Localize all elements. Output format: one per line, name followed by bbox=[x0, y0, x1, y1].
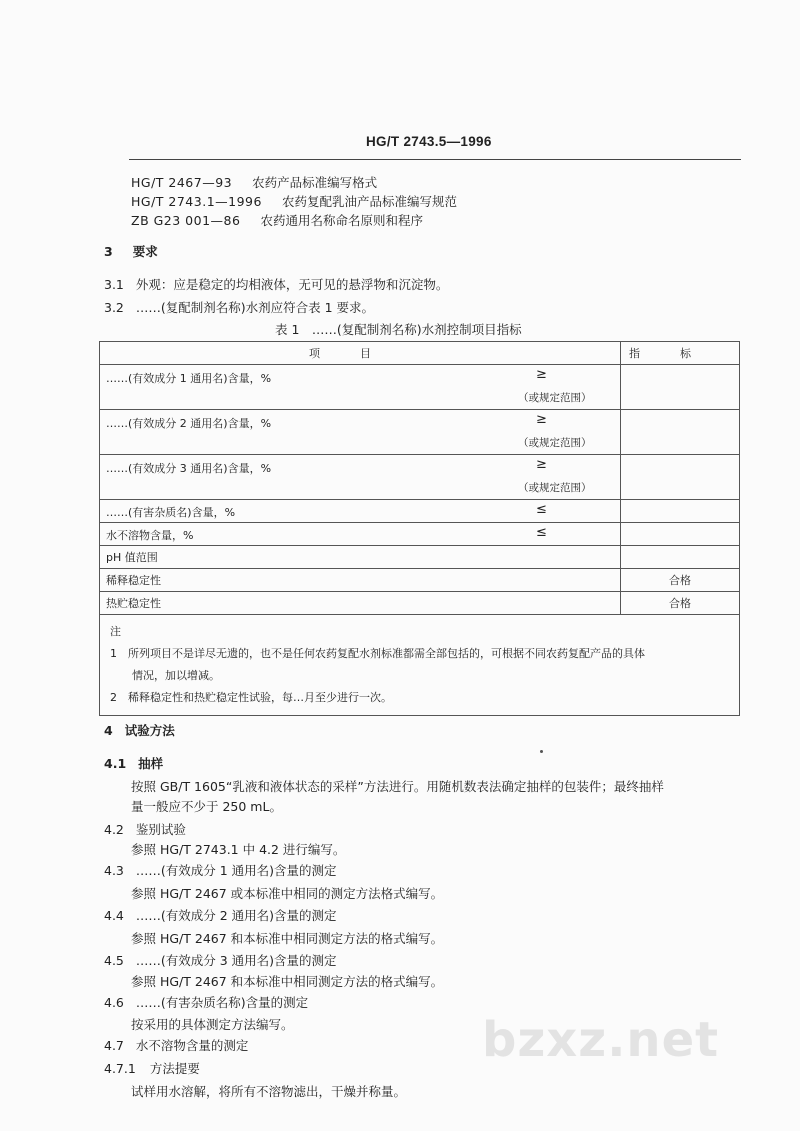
section-4-heading bbox=[104, 721, 175, 739]
clause-4-4-heading bbox=[104, 906, 337, 924]
table-notes-row bbox=[100, 615, 740, 716]
comparison-symbol: ≤ bbox=[536, 525, 547, 540]
reference-2 bbox=[131, 192, 457, 210]
reference-title: 农药通用名称命名原则和程序 bbox=[260, 213, 423, 228]
row-value bbox=[621, 523, 740, 546]
row-item: 热贮稳定性 bbox=[100, 592, 621, 615]
clause-3-2 bbox=[104, 298, 374, 316]
row-item: 稀释稳定性 bbox=[100, 569, 621, 592]
row-item: pH 值范围 bbox=[100, 546, 621, 569]
reference-3 bbox=[131, 211, 423, 229]
comparison-symbol: ≤ bbox=[536, 502, 547, 517]
clause-number: 4.3 bbox=[104, 863, 124, 878]
reference-1 bbox=[131, 173, 377, 191]
clause-4-7-1-heading bbox=[104, 1059, 200, 1077]
clause-4-5-body: 参照 HG/T 2467 和本标准中相同测定方法的格式编写。 bbox=[131, 974, 444, 989]
range-note: （或规定范围） bbox=[518, 392, 592, 404]
clause-number: 4.1 bbox=[104, 756, 127, 771]
note-line: 2 稀释稳定性和热贮稳定性试验，每…月至少进行一次。 bbox=[110, 691, 392, 704]
table-row bbox=[100, 592, 740, 615]
row-item: 水不溶物含量，% bbox=[106, 529, 194, 542]
row-value bbox=[621, 546, 740, 569]
table-row bbox=[100, 500, 740, 523]
range-note: （或规定范围） bbox=[518, 437, 592, 449]
clause-4-7-heading bbox=[104, 1036, 248, 1054]
clause-4-1-body: 按照 GB/T 1605“乳液和液体状态的采样”方法进行。用随机数表法确定抽样的包装件；最终抽样 bbox=[131, 779, 664, 794]
table-row bbox=[100, 569, 740, 592]
clause-4-1-body: 量一般应不少于 250 mL。 bbox=[131, 799, 282, 814]
table-row bbox=[100, 546, 740, 569]
clause-title: ……(有效成分 2 通用名)含量的测定 bbox=[135, 908, 337, 923]
section-title: 试验方法 bbox=[124, 723, 175, 738]
clause-number: 4.7.1 bbox=[104, 1061, 136, 1076]
clause-4-2-body: 参照 HG/T 2743.1 中 4.2 进行编写。 bbox=[131, 842, 346, 857]
reference-code: HG/T 2467—93 bbox=[131, 175, 233, 190]
row-value bbox=[621, 455, 740, 500]
clause-title: ……(有效成分 1 通用名)含量的测定 bbox=[135, 863, 337, 878]
table-caption: 表 1 ……(复配制剂名称)水剂控制项目指标 bbox=[275, 322, 522, 337]
clause-4-6-heading bbox=[104, 993, 308, 1011]
reference-code: HG/T 2743.1—1996 bbox=[131, 194, 262, 209]
section-number: 3 bbox=[104, 244, 113, 259]
reference-code: ZB G23 001—86 bbox=[131, 213, 241, 228]
clause-number: 4.2 bbox=[104, 822, 124, 837]
reference-title: 农药产品标准编写格式 bbox=[252, 175, 378, 190]
clause-3-1 bbox=[104, 275, 448, 293]
header-rule bbox=[129, 159, 741, 160]
note-line: 情况，加以增减。 bbox=[110, 669, 220, 682]
clause-title: 抽样 bbox=[138, 756, 164, 771]
clause-4-6-body: 按采用的具体测定方法编写。 bbox=[131, 1017, 294, 1032]
clause-4-5-heading bbox=[104, 951, 337, 969]
clause-title: 鉴别试验 bbox=[135, 822, 186, 837]
clause-number: 4.5 bbox=[104, 953, 124, 968]
table-row bbox=[100, 523, 740, 546]
clause-title: ……(有害杂质名称)含量的测定 bbox=[135, 995, 309, 1010]
clause-text: ……(复配制剂名称)水剂应符合表 1 要求。 bbox=[135, 300, 375, 315]
clause-number: 4.7 bbox=[104, 1038, 124, 1053]
reference-title: 农药复配乳油产品标准编写规范 bbox=[281, 194, 457, 209]
table-row bbox=[100, 410, 740, 455]
clause-number: 3.1 bbox=[104, 277, 124, 292]
clause-number: 4.6 bbox=[104, 995, 124, 1010]
section-number: 4 bbox=[104, 723, 113, 738]
section-title: 要求 bbox=[132, 244, 158, 259]
requirements-table bbox=[99, 341, 740, 716]
standard-code-header: HG/T 2743.5—1996 bbox=[366, 134, 492, 149]
table-notes bbox=[100, 615, 740, 716]
row-item: ……(有效成分 3 通用名)含量，% bbox=[106, 462, 272, 475]
speck bbox=[540, 750, 543, 753]
table-row bbox=[100, 455, 740, 500]
row-value bbox=[621, 500, 740, 523]
comparison-symbol: ≥ bbox=[536, 457, 547, 472]
row-item: ……(有效成分 1 通用名)含量，% bbox=[106, 372, 272, 385]
header-item: 项目 bbox=[100, 342, 621, 365]
row-item: ……(有害杂质名)含量，% bbox=[106, 506, 236, 519]
clause-text: 外观：应是稳定的均相液体，无可见的悬浮物和沉淀物。 bbox=[135, 277, 449, 292]
note-line: 1 所列项目不是详尽无遗的，也不是任何农药复配水剂标准都需全部包括的，可根据不同农药复配产品的具体 bbox=[110, 647, 645, 660]
comparison-symbol: ≥ bbox=[536, 412, 547, 427]
clause-4-2-heading bbox=[104, 820, 186, 838]
clause-4-7-1-body: 试样用水溶解，将所有不溶物滤出，干燥并称量。 bbox=[131, 1084, 407, 1099]
clause-title: 方法提要 bbox=[149, 1061, 200, 1076]
comparison-symbol: ≥ bbox=[536, 367, 547, 382]
clause-4-1-heading bbox=[104, 754, 163, 772]
note-label: 注 bbox=[110, 625, 121, 638]
range-note: （或规定范围） bbox=[518, 482, 592, 494]
table-header-row bbox=[100, 342, 740, 365]
row-value bbox=[621, 365, 740, 410]
header-index: 指标 bbox=[621, 342, 740, 365]
clause-4-3-body: 参照 HG/T 2467 或本标准中相同的测定方法格式编写。 bbox=[131, 886, 444, 901]
table-row bbox=[100, 365, 740, 410]
clause-4-4-body: 参照 HG/T 2467 和本标准中相同测定方法的格式编写。 bbox=[131, 931, 444, 946]
watermark: bzxz.net bbox=[482, 1012, 720, 1068]
row-item: ……(有效成分 2 通用名)含量，% bbox=[106, 417, 272, 430]
row-value: 合格 bbox=[621, 592, 740, 615]
row-value bbox=[621, 410, 740, 455]
clause-4-3-heading bbox=[104, 861, 337, 879]
section-3-heading bbox=[104, 242, 158, 260]
clause-number: 3.2 bbox=[104, 300, 124, 315]
clause-number: 4.4 bbox=[104, 908, 124, 923]
row-value: 合格 bbox=[621, 569, 740, 592]
clause-title: 水不溶物含量的测定 bbox=[135, 1038, 249, 1053]
clause-title: ……(有效成分 3 通用名)含量的测定 bbox=[135, 953, 337, 968]
